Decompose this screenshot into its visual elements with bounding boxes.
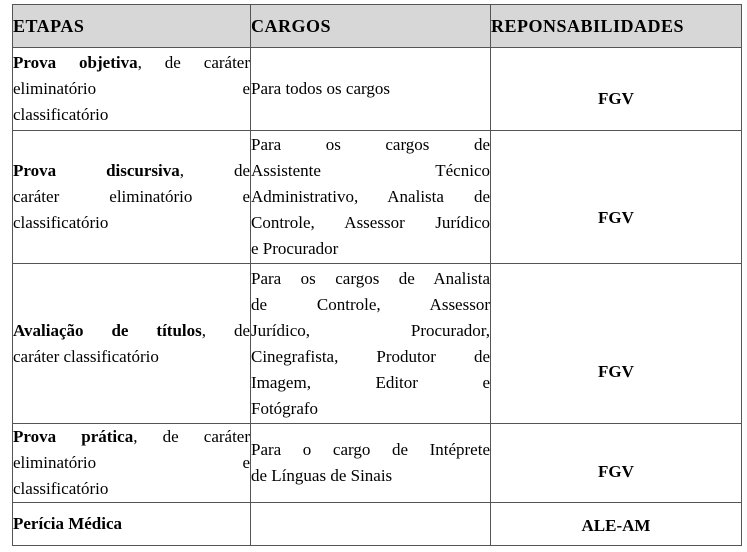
- table-row: [13, 503, 742, 546]
- resp-cell: FGV: [491, 131, 742, 264]
- header-cargos: CARGOS: [251, 5, 491, 48]
- etapa-name: Prova objetiva: [13, 53, 138, 72]
- etapa-name: Prova prática: [13, 427, 134, 446]
- resp-cell: ALE-AM: [491, 503, 742, 546]
- cargo-cell: Para os cargos de Assistente Técnico Administrativo, Analista de Controle, Assessor Jurídico e Procurador: [251, 131, 491, 264]
- header-responsabilidades: REPONSABILIDADES: [491, 5, 742, 48]
- resp-cell: FGV: [491, 48, 742, 131]
- cargo-cell: Para o cargo de Intéprete de Línguas de Sinais: [251, 424, 491, 503]
- etapa-cell: [13, 503, 251, 546]
- table-row: [13, 264, 742, 424]
- resp-cell: FGV: [491, 424, 742, 503]
- header-row: [13, 5, 742, 48]
- etapa-cell: Prova prática, de caráter eliminatório e classificatório: [13, 424, 251, 503]
- resp-cell: FGV: [491, 264, 742, 424]
- etapa-name: Perícia Médica: [13, 514, 123, 533]
- table-row: [13, 424, 742, 503]
- header-etapas: ETAPAS: [13, 5, 251, 48]
- table-row: [13, 131, 742, 264]
- cargo-cell: Para todos os cargos: [251, 48, 491, 131]
- cargo-cell: Para os cargos de Analista de Controle, Assessor Jurídico, Procurador, Cinegrafista, Produtor de Imagem, Editor e Fotógrafo: [251, 264, 491, 424]
- table-row: [13, 48, 742, 131]
- etapa-name: Avaliação de títulos: [13, 320, 202, 340]
- etapa-name: Prova discursiva: [13, 161, 180, 180]
- etapas-table: [12, 4, 742, 546]
- etapa-cell: Prova discursiva, de caráter eliminatório e classificatório: [13, 131, 251, 264]
- etapa-cell: Avaliação de títulos, de caráter classificatório: [13, 264, 251, 424]
- cargo-cell: [251, 503, 491, 546]
- etapa-cell: Prova objetiva, de caráter eliminatório e classificatório: [13, 48, 251, 131]
